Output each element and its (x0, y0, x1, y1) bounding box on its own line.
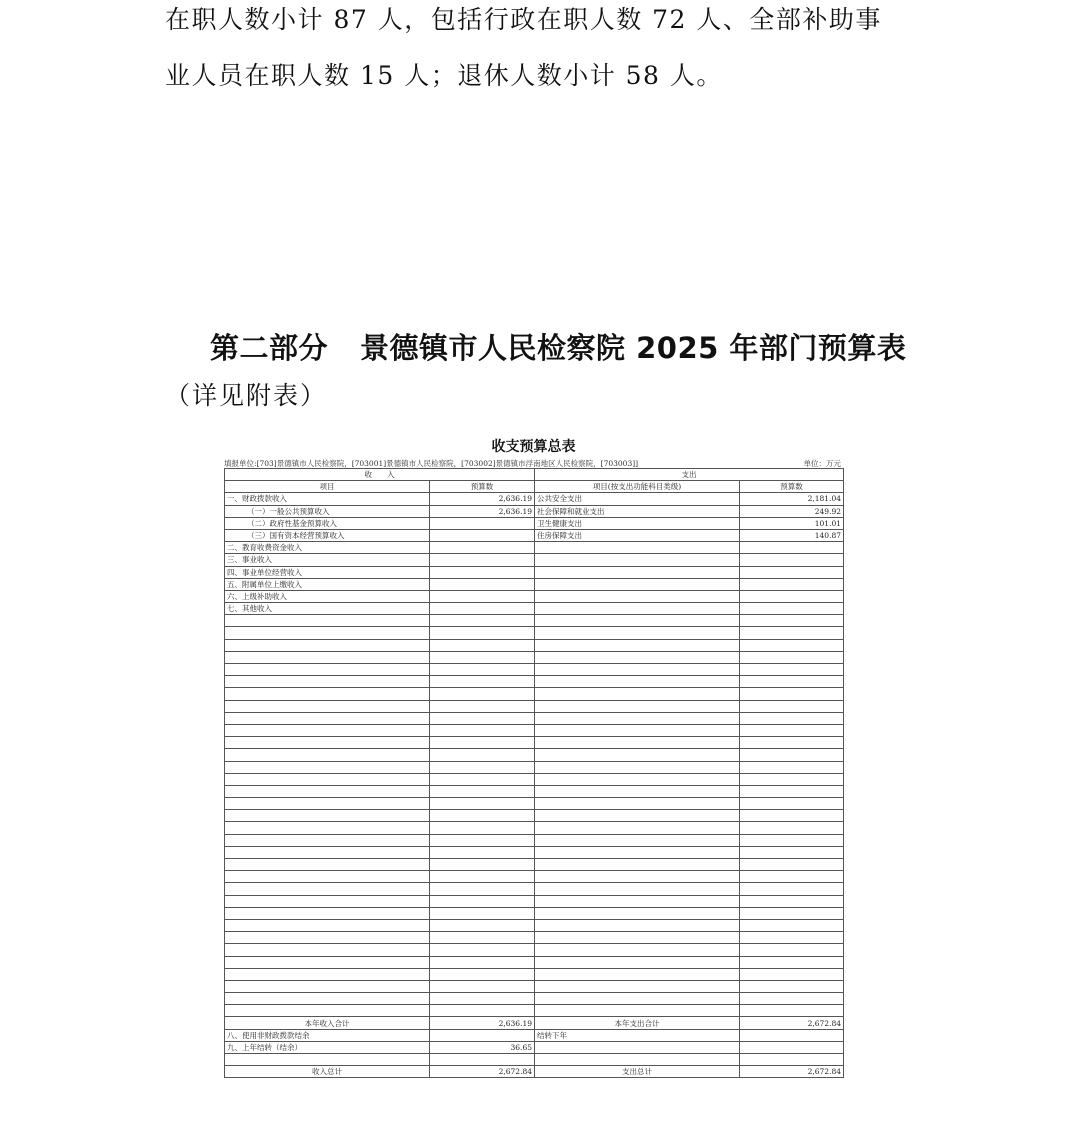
blank-cell (225, 834, 430, 846)
grand-total-row (225, 1066, 844, 1078)
blank-cell (430, 810, 535, 822)
blank-cell (535, 700, 740, 712)
grand-income: 2,672.84 (430, 1066, 535, 1078)
blank-cell (430, 993, 535, 1005)
blank-cell (535, 859, 740, 871)
blank-cell (430, 846, 535, 858)
table-row (225, 542, 844, 554)
blank-cell (225, 944, 430, 956)
blank-cell (430, 639, 535, 651)
income-value (430, 554, 535, 566)
expense-value (740, 578, 844, 590)
expense-value (740, 554, 844, 566)
blank-cell (740, 676, 844, 688)
blank-cell (225, 956, 430, 968)
blank-cell (740, 798, 844, 810)
blank-cell (535, 615, 740, 627)
blank-cell (430, 615, 535, 627)
expense-value (740, 603, 844, 615)
section-part: 第二部分 (210, 331, 329, 365)
blank-row (225, 907, 844, 919)
blank-row (225, 968, 844, 980)
blank-cell (535, 907, 740, 919)
blank-cell (430, 944, 535, 956)
blank-cell (535, 627, 740, 639)
blank-row (225, 810, 844, 822)
blank-cell (740, 785, 844, 797)
expense-value (740, 542, 844, 554)
blank-cell (430, 980, 535, 992)
income-value (430, 542, 535, 554)
expense-item: 住房保障支出 (535, 529, 740, 541)
blank-cell (225, 1005, 430, 1017)
blank-cell (225, 785, 430, 797)
blank-cell (225, 724, 430, 736)
blank-cell (740, 761, 844, 773)
total-year-income-label: 本年收入合计 (225, 1017, 430, 1029)
expense-value: 101.01 (740, 517, 844, 529)
section-title: 景德镇市人民检察院 2025 年部门预算表 (360, 331, 907, 365)
blank-row (225, 785, 844, 797)
income-header: 收 入 (225, 469, 535, 481)
blank-row (225, 688, 844, 700)
blank-cell (225, 932, 430, 944)
blank-cell (535, 895, 740, 907)
row9-expense (535, 1041, 740, 1053)
blank-row (225, 761, 844, 773)
blank-cell (740, 919, 844, 931)
blank-row (225, 700, 844, 712)
blank-cell (430, 761, 535, 773)
total-year-row (225, 1017, 844, 1029)
table-subheader-row (225, 481, 844, 493)
blank-cell (535, 676, 740, 688)
blank-cell (740, 859, 844, 871)
blank-cell (740, 712, 844, 724)
blank-row (225, 932, 844, 944)
table-row (225, 529, 844, 541)
blank-cell (740, 651, 844, 663)
grand-expense: 2,672.84 (740, 1066, 844, 1078)
blank-cell (430, 834, 535, 846)
intro-line-2: 业人员在职人数 15 人；退休人数小计 58 人。 (165, 61, 723, 90)
blank-cell (225, 968, 430, 980)
blank-cell (535, 639, 740, 651)
blank-cell (225, 822, 430, 834)
blank-cell (225, 895, 430, 907)
blank-cell (430, 968, 535, 980)
blank-cell (740, 956, 844, 968)
expense-value: 2,181.04 (740, 493, 844, 505)
blank-row (225, 664, 844, 676)
blank-row (225, 871, 844, 883)
blank-cell (430, 919, 535, 931)
blank-cell (740, 737, 844, 749)
blank-cell (535, 822, 740, 834)
blank-cell (535, 944, 740, 956)
blank-cell (535, 932, 740, 944)
blank-cell (740, 627, 844, 639)
blank-cell (430, 651, 535, 663)
table-row (225, 493, 844, 505)
blank-row (225, 724, 844, 736)
table-title: 收支预算总表 (491, 439, 576, 455)
blank-row (225, 980, 844, 992)
expense-value (740, 566, 844, 578)
blank-row (225, 834, 844, 846)
blank-cell (225, 773, 430, 785)
income-value (430, 590, 535, 602)
blank-cell (225, 907, 430, 919)
blank-cell (535, 956, 740, 968)
blank-cell (225, 993, 430, 1005)
blank-cell (535, 834, 740, 846)
blank-cell (430, 798, 535, 810)
table-header-row (225, 469, 844, 481)
expense-value: 140.87 (740, 529, 844, 541)
blank-row (225, 627, 844, 639)
blank-cell (430, 627, 535, 639)
blank-cell (430, 859, 535, 871)
blank-cell (430, 895, 535, 907)
row8-expense-label: 结转下年 (535, 1029, 740, 1041)
blank-cell (430, 676, 535, 688)
blank-cell (740, 944, 844, 956)
expense-item (535, 542, 740, 554)
blank-cell (740, 615, 844, 627)
blank-cell (740, 749, 844, 761)
expense-item: 社会保障和就业支出 (535, 505, 740, 517)
expense-item: 公共安全支出 (535, 493, 740, 505)
blank-cell (740, 907, 844, 919)
blank-cell (225, 688, 430, 700)
table-row (225, 566, 844, 578)
blank-row (225, 712, 844, 724)
blank-cell (225, 627, 430, 639)
blank-cell (225, 676, 430, 688)
blank-cell (740, 871, 844, 883)
blank-row (225, 956, 844, 968)
row9-label: 九、上年结转（结余） (225, 1041, 430, 1053)
spacer-row (225, 1054, 844, 1066)
blank-cell (225, 651, 430, 663)
see-attachment-note: （详见附表） (165, 381, 328, 410)
blank-cell (225, 810, 430, 822)
table-row (225, 603, 844, 615)
blank-cell (535, 968, 740, 980)
blank-cell (535, 724, 740, 736)
blank-cell (430, 956, 535, 968)
expense-item (535, 603, 740, 615)
income-value (430, 529, 535, 541)
expense-item: 卫生健康支出 (535, 517, 740, 529)
blank-cell (225, 883, 430, 895)
blank-cell (740, 834, 844, 846)
blank-cell (740, 639, 844, 651)
blank-cell (430, 700, 535, 712)
blank-cell (740, 993, 844, 1005)
blank-cell (430, 785, 535, 797)
blank-cell (535, 761, 740, 773)
blank-cell (535, 871, 740, 883)
blank-cell (740, 664, 844, 676)
blank-row (225, 993, 844, 1005)
blank-cell (535, 980, 740, 992)
blank-cell (740, 1005, 844, 1017)
row8-value (430, 1029, 535, 1041)
blank-cell (740, 810, 844, 822)
income-item: 七、其他收入 (225, 603, 430, 615)
blank-cell (225, 737, 430, 749)
table-row (225, 505, 844, 517)
row9-value: 36.65 (430, 1041, 535, 1053)
row9-expense-value (740, 1041, 844, 1053)
blank-cell (430, 749, 535, 761)
blank-cell (740, 895, 844, 907)
blank-cell (535, 919, 740, 931)
income-value (430, 578, 535, 590)
blank-cell (535, 664, 740, 676)
blank-cell (430, 737, 535, 749)
blank-row (225, 895, 844, 907)
blank-cell (225, 639, 430, 651)
blank-row (225, 773, 844, 785)
blank-cell (430, 688, 535, 700)
blank-cell (225, 615, 430, 627)
blank-row (225, 883, 844, 895)
blank-cell (740, 968, 844, 980)
income-item: 六、上级补助收入 (225, 590, 430, 602)
expense-value (740, 590, 844, 602)
expense-item (535, 578, 740, 590)
blank-cell (430, 712, 535, 724)
blank-row (225, 919, 844, 931)
income-item: 四、事业单位经营收入 (225, 566, 430, 578)
blank-row (225, 798, 844, 810)
blank-cell (535, 810, 740, 822)
blank-cell (430, 932, 535, 944)
blank-cell (225, 846, 430, 858)
blank-row (225, 846, 844, 858)
col-item: 项目 (225, 481, 430, 493)
expense-item (535, 590, 740, 602)
blank-row (225, 822, 844, 834)
income-item: 三、事业收入 (225, 554, 430, 566)
blank-cell (535, 785, 740, 797)
blank-row (225, 615, 844, 627)
income-item: （二）政府性基金预算收入 (225, 517, 430, 529)
income-item: 五、附属单位上缴收入 (225, 578, 430, 590)
blank-cell (430, 773, 535, 785)
blank-cell (740, 883, 844, 895)
expense-item (535, 566, 740, 578)
blank-cell (535, 737, 740, 749)
row8-label: 八、使用非财政拨款结余 (225, 1029, 430, 1041)
col-expense-budget: 预算数 (740, 481, 844, 493)
section-heading (210, 326, 906, 367)
blank-cell (430, 664, 535, 676)
income-value (430, 517, 535, 529)
table-row (225, 517, 844, 529)
blank-cell (430, 1005, 535, 1017)
blank-row (225, 749, 844, 761)
unit-label: 单位：万元 (803, 459, 841, 468)
intro-line-1: 在职人数小计 87 人，包括行政在职人数 72 人、全部补助事 (165, 5, 882, 34)
blank-row (225, 639, 844, 651)
blank-cell (535, 712, 740, 724)
blank-row (225, 944, 844, 956)
blank-cell (225, 664, 430, 676)
blank-cell (740, 724, 844, 736)
blank-cell (535, 993, 740, 1005)
blank-cell (535, 1005, 740, 1017)
blank-cell (740, 773, 844, 785)
blank-cell (535, 688, 740, 700)
blank-cell (430, 822, 535, 834)
blank-cell (225, 712, 430, 724)
blank-cell (740, 980, 844, 992)
col-expense-item: 项目(按支出功能科目类级) (535, 481, 740, 493)
blank-cell (430, 724, 535, 736)
blank-cell (535, 773, 740, 785)
income-value (430, 603, 535, 615)
blank-cell (740, 846, 844, 858)
total-year-expense: 2,672.84 (740, 1017, 844, 1029)
blank-cell (535, 798, 740, 810)
blank-cell (430, 883, 535, 895)
expense-item (535, 554, 740, 566)
blank-cell (225, 919, 430, 931)
blank-cell (535, 651, 740, 663)
income-item: 二、教育收费资金收入 (225, 542, 430, 554)
table-row (225, 590, 844, 602)
filler-unit: 填报单位:[703]景德镇市人民检察院，[703001]景德镇市人民检察院，[703002]景德镇市浮南地区人民检察院，[703003]] (224, 459, 639, 468)
grand-expense-label: 支出总计 (535, 1066, 740, 1078)
income-item: （三）国有资本经营预算收入 (225, 529, 430, 541)
blank-cell (535, 846, 740, 858)
expense-header: 支出 (535, 469, 844, 481)
blank-cell (225, 761, 430, 773)
blank-cell (740, 932, 844, 944)
blank-cell (740, 688, 844, 700)
total-year-income: 2,636.19 (430, 1017, 535, 1029)
blank-cell (225, 749, 430, 761)
income-value: 2,636.19 (430, 493, 535, 505)
blank-row (225, 676, 844, 688)
income-value: 2,636.19 (430, 505, 535, 517)
expense-value: 249.92 (740, 505, 844, 517)
col-budget: 预算数 (430, 481, 535, 493)
income-value (430, 566, 535, 578)
blank-cell (225, 859, 430, 871)
blank-cell (535, 749, 740, 761)
blank-cell (740, 822, 844, 834)
blank-cell (225, 798, 430, 810)
blank-cell (225, 980, 430, 992)
blank-cell (430, 871, 535, 883)
blank-row (225, 859, 844, 871)
blank-cell (225, 700, 430, 712)
row-9 (225, 1041, 844, 1053)
budget-summary-table (224, 468, 844, 1078)
blank-cell (225, 871, 430, 883)
income-item: （一）一般公共预算收入 (225, 505, 430, 517)
blank-cell (535, 883, 740, 895)
intro-paragraph (165, 0, 925, 104)
row8-expense-value (740, 1029, 844, 1041)
blank-row (225, 1005, 844, 1017)
blank-row (225, 737, 844, 749)
blank-row (225, 651, 844, 663)
blank-cell (740, 700, 844, 712)
income-item: 一、财政拨款收入 (225, 493, 430, 505)
blank-cell (430, 907, 535, 919)
grand-income-label: 收入总计 (225, 1066, 430, 1078)
table-row (225, 578, 844, 590)
table-row (225, 554, 844, 566)
total-year-expense-label: 本年支出合计 (535, 1017, 740, 1029)
row-8 (225, 1029, 844, 1041)
